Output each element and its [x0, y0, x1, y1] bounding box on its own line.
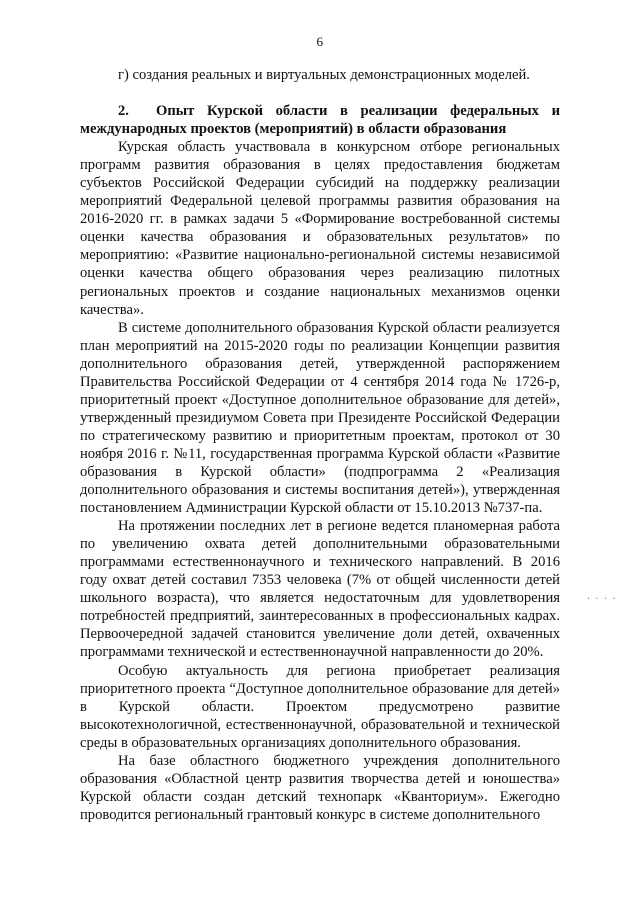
page-content [80, 66, 560, 824]
paragraph-kvantorium: На базе областного бюджетного учреждения дополнительного образования «Областной центр развития творчества детей и юношества» Курской области создан детский технопарк «Кванториум». Ежегодно проводится региональный грантовый конкурс в системе дополнительного [80, 752, 560, 823]
section-number: 2. [118, 103, 129, 120]
margin-dots-mark: · · · · [587, 594, 617, 605]
paragraph-federal-competition: Курская область участвовала в конкурсном отборе региональных программ развития образования в целях предоставления бюджетам субъектов Российской Федерации субсидий на поддержку реализации мероприятий Федеральной целевой программы развития образования на 2016-2020 гг. в рамках задачи 5 «Формирование востребованной системы оценки качества образования и образовательных результатов» по мероприятию: «Развитие национально-региональной системы независимой оценки качества общего образования через реализацию пилотных региональных проектов и создание национальных механизмов оценки качества». [80, 139, 560, 318]
section-title: Опыт Курской области в реализации федеральных и международных проектов (мероприятий) в области образования [80, 103, 560, 138]
section-heading [80, 102, 560, 138]
paragraph-coverage-growth: На протяжении последних лет в регионе ведется планомерная работа по увеличению охвата детей дополнительными образовательными программами естественнонаучного и технического направлений. В 2016 году охват детей составил 7353 человека (7% от общей численности детей школьного возраста), что является недостаточным для удовлетворения потребностей предприятий, заинтересованных в профессиональных кадрах. Первоочередной задачей становится увеличение доли детей, охваченных программами технической и естественнонаучной направленности до 20%. [80, 518, 560, 661]
paragraph-priority-project: Особую актуальность для региона приобретает реализация приоритетного проекта “Доступное дополнительное образование для детей» в Курской области. Проектом предусмотрено развитие высокотехнологичной, естественнонаучной, образовательной и технической среды в образовательных организациях дополнительного образования. [80, 662, 560, 751]
page-number: 6 [316, 34, 324, 49]
paragraph-additional-education-plan: В системе дополнительного образования Курской области реализуется план мероприятий на 2015-2020 годы по реализации Концепции развития дополнительного образования детей, утвержденной распоряжением Правительства Российской Федерации от 4 сентября 2014 года № 1726-р, приоритетный проект «Доступное дополнительное образование для детей», утвержденный президиумом Совета при Президенте Российской Федерации по стратегическому развитию и приоритетным проектам, протокол от 30 ноября 2016 г. №11, государственная программа Курской области «Развитие образования в Курской области» (подпрограмма 2 «Реализация дополнительного образования и системы воспитания детей»), утвержденная постановлением Администрации Курской области от 15.10.2013 №737-па. [80, 319, 560, 517]
intro-line: г) создания реальных и виртуальных демонстрационных моделей. [118, 67, 530, 83]
